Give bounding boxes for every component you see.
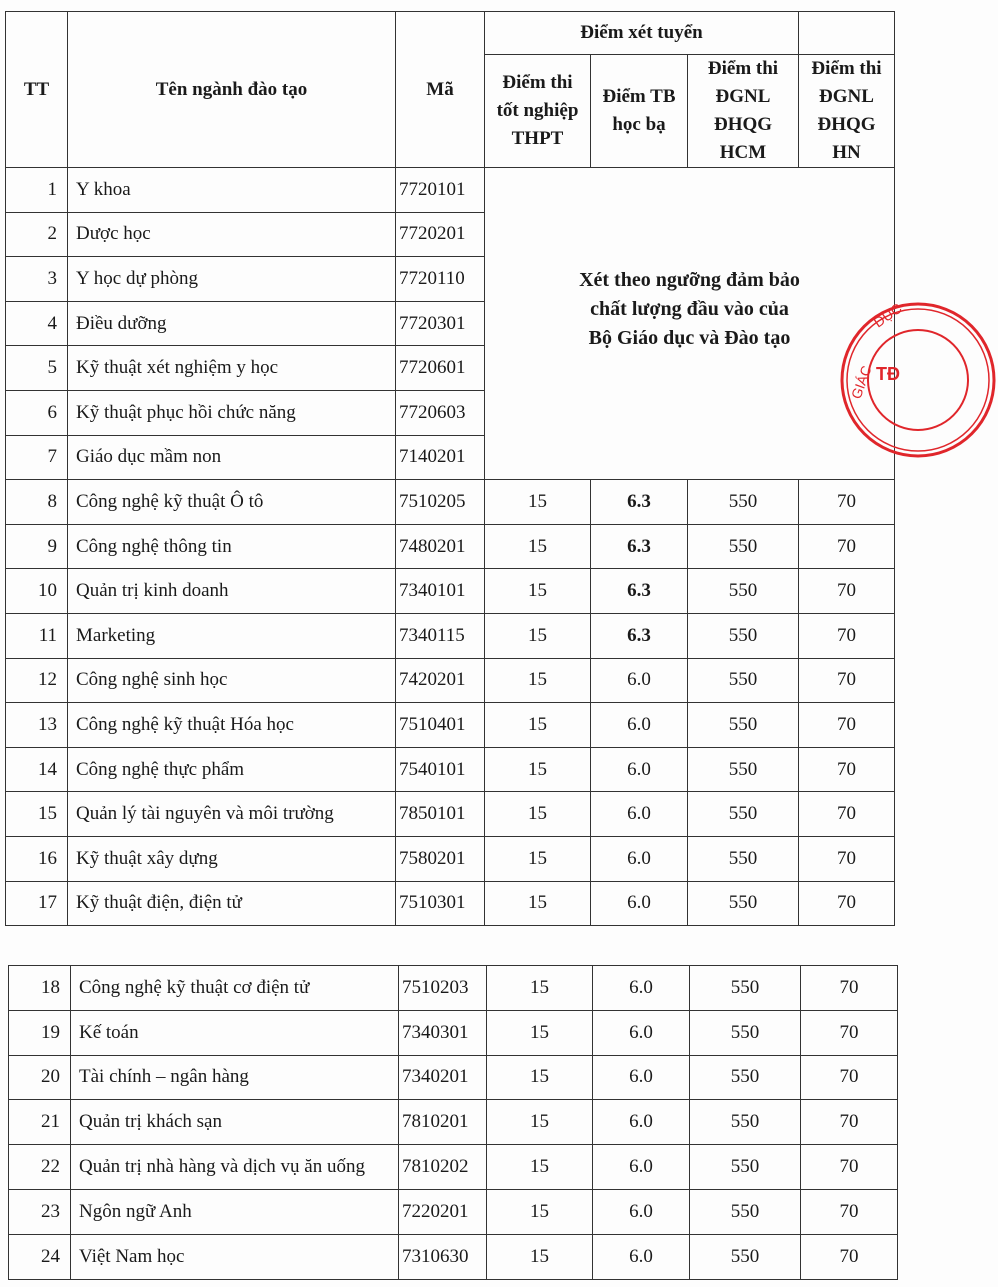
score-dgnl-hcm: 550 <box>690 1100 801 1145</box>
score-dgnl-hn: 70 <box>801 1055 898 1100</box>
program-code: 7340301 <box>399 1010 487 1055</box>
row-number: 13 <box>6 703 68 748</box>
program-code: 7420201 <box>396 658 485 703</box>
score-hocba: 6.0 <box>593 1010 690 1055</box>
score-dgnl-hn: 70 <box>799 480 895 525</box>
row-number: 24 <box>9 1234 71 1279</box>
svg-text:GIÁC: GIÁC <box>847 363 875 402</box>
table-row <box>9 1145 898 1190</box>
table-row <box>9 966 898 1011</box>
table-row <box>9 1100 898 1145</box>
score-dgnl-hn: 70 <box>799 836 895 881</box>
score-dgnl-hn: 70 <box>801 1189 898 1234</box>
program-name: Điều dưỡng <box>68 301 396 346</box>
row-number: 3 <box>6 257 68 302</box>
score-dgnl-hcm: 550 <box>688 569 799 614</box>
program-code: 7340201 <box>399 1055 487 1100</box>
score-dgnl-hn: 70 <box>799 703 895 748</box>
program-code: 7810201 <box>399 1100 487 1145</box>
program-name: Giáo dục mầm non <box>68 435 396 480</box>
header-line: Điểm thi <box>707 58 779 79</box>
score-hocba: 6.0 <box>591 703 688 748</box>
score-dgnl-hn: 70 <box>799 792 895 837</box>
program-name: Kỹ thuật xây dựng <box>68 836 396 881</box>
score-thpt: 15 <box>487 1055 593 1100</box>
score-thpt: 15 <box>485 881 591 926</box>
score-hocba: 6.0 <box>593 1055 690 1100</box>
row-number: 7 <box>6 435 68 480</box>
table-row <box>9 1010 898 1055</box>
score-hocba: 6.0 <box>593 1100 690 1145</box>
row-number: 14 <box>6 747 68 792</box>
row-number: 18 <box>9 966 71 1011</box>
score-dgnl-hn: 70 <box>799 524 895 569</box>
row-number: 8 <box>6 480 68 525</box>
program-code: 7510205 <box>396 480 485 525</box>
row-number: 12 <box>6 658 68 703</box>
program-code: 7540101 <box>396 747 485 792</box>
row-number: 9 <box>6 524 68 569</box>
header-line: học bạ <box>612 114 666 135</box>
score-thpt: 15 <box>487 1189 593 1234</box>
program-code: 7340101 <box>396 569 485 614</box>
table-row <box>9 1234 898 1279</box>
row-number: 17 <box>6 881 68 926</box>
program-code: 7720101 <box>396 168 485 213</box>
row-number: 2 <box>6 212 68 257</box>
score-thpt: 15 <box>485 658 591 703</box>
program-name: Y khoa <box>68 168 396 213</box>
table-row <box>6 881 895 926</box>
score-dgnl-hcm: 550 <box>690 1234 801 1279</box>
program-code: 7850101 <box>396 792 485 837</box>
program-name: Quản trị kinh doanh <box>68 569 396 614</box>
score-dgnl-hcm: 550 <box>688 480 799 525</box>
svg-text:TĐ: TĐ <box>876 364 900 384</box>
score-dgnl-hcm: 550 <box>688 703 799 748</box>
program-name: Marketing <box>68 613 396 658</box>
program-code: 7510301 <box>396 881 485 926</box>
score-dgnl-hn: 70 <box>801 1100 898 1145</box>
merged-note-line: Bộ Giáo dục và Đào tạo <box>588 327 791 350</box>
score-hocba: 6.0 <box>591 658 688 703</box>
score-hocba: 6.3 <box>591 480 688 525</box>
table-row <box>9 1189 898 1234</box>
program-name: Kỹ thuật phục hồi chức năng <box>68 390 396 435</box>
header-line: Điểm TB <box>602 86 676 107</box>
program-name: Quản trị nhà hàng và dịch vụ ăn uống <box>71 1145 399 1190</box>
program-code: 7140201 <box>396 435 485 480</box>
program-code: 7580201 <box>396 836 485 881</box>
header-thpt <box>485 55 591 168</box>
score-thpt: 15 <box>487 1145 593 1190</box>
table-row <box>6 524 895 569</box>
score-thpt: 15 <box>487 1010 593 1055</box>
program-name: Kế toán <box>71 1010 399 1055</box>
program-code: 7340115 <box>396 613 485 658</box>
score-dgnl-hcm: 550 <box>690 966 801 1011</box>
header-line: HN <box>832 142 861 163</box>
row-number: 21 <box>9 1100 71 1145</box>
score-dgnl-hn: 70 <box>801 1145 898 1190</box>
score-dgnl-hn: 70 <box>799 569 895 614</box>
score-dgnl-hcm: 550 <box>690 1145 801 1190</box>
program-code: 7810202 <box>399 1145 487 1190</box>
score-dgnl-hn: 70 <box>801 966 898 1011</box>
score-hocba: 6.0 <box>591 792 688 837</box>
score-hocba: 6.3 <box>591 569 688 614</box>
table-row <box>6 836 895 881</box>
row-number: 10 <box>6 569 68 614</box>
program-code: 7220201 <box>399 1189 487 1234</box>
score-thpt: 15 <box>485 569 591 614</box>
header-line: tốt nghiệp <box>496 100 579 121</box>
score-thpt: 15 <box>487 1234 593 1279</box>
header-code: Mã <box>396 12 485 168</box>
row-number: 11 <box>6 613 68 658</box>
score-thpt: 15 <box>485 747 591 792</box>
program-name: Công nghệ kỹ thuật cơ điện tử <box>71 966 399 1011</box>
header-line: ĐGNL <box>819 86 874 107</box>
score-dgnl-hcm: 550 <box>690 1189 801 1234</box>
table-row <box>6 658 895 703</box>
program-name: Tài chính – ngân hàng <box>71 1055 399 1100</box>
score-dgnl-hcm: 550 <box>688 747 799 792</box>
row-number: 20 <box>9 1055 71 1100</box>
score-hocba: 6.0 <box>591 836 688 881</box>
table-row <box>9 1055 898 1100</box>
score-hocba: 6.3 <box>591 524 688 569</box>
header-empty <box>799 12 895 55</box>
row-number: 4 <box>6 301 68 346</box>
table-row <box>6 480 895 525</box>
row-number: 19 <box>9 1010 71 1055</box>
program-name: Công nghệ kỹ thuật Hóa học <box>68 703 396 748</box>
table-row <box>6 569 895 614</box>
header-hocba <box>591 55 688 168</box>
score-hocba: 6.3 <box>591 613 688 658</box>
header-group: Điểm xét tuyển <box>485 12 799 55</box>
header-tt: TT <box>6 12 68 168</box>
row-number: 23 <box>9 1189 71 1234</box>
merged-note-line: chất lượng đầu vào của <box>590 298 789 321</box>
program-name: Công nghệ thông tin <box>68 524 396 569</box>
row-number: 1 <box>6 168 68 213</box>
score-dgnl-hn: 70 <box>799 613 895 658</box>
score-dgnl-hn: 70 <box>801 1234 898 1279</box>
program-code: 7720603 <box>396 390 485 435</box>
score-dgnl-hcm: 550 <box>688 836 799 881</box>
score-thpt: 15 <box>485 792 591 837</box>
program-name: Kỹ thuật xét nghiệm y học <box>68 346 396 391</box>
program-name: Công nghệ sinh học <box>68 658 396 703</box>
score-dgnl-hcm: 550 <box>688 881 799 926</box>
header-line: Điểm thi <box>811 58 882 79</box>
header-line: HCM <box>719 142 767 163</box>
row-number: 15 <box>6 792 68 837</box>
score-dgnl-hcm: 550 <box>688 792 799 837</box>
program-name: Y học dự phòng <box>68 257 396 302</box>
table-row <box>6 703 895 748</box>
program-code: 7720601 <box>396 346 485 391</box>
svg-text:DỤC: DỤC <box>870 299 905 331</box>
score-thpt: 15 <box>485 613 591 658</box>
header-line: Điểm thi <box>502 72 573 93</box>
score-dgnl-hcm: 550 <box>690 1010 801 1055</box>
row-number: 22 <box>9 1145 71 1190</box>
program-name: Kỹ thuật điện, điện tử <box>68 881 396 926</box>
score-dgnl-hn: 70 <box>799 747 895 792</box>
program-code: 7720110 <box>396 257 485 302</box>
score-hocba: 6.0 <box>591 881 688 926</box>
score-hocba: 6.0 <box>591 747 688 792</box>
admission-table-part-2 <box>8 965 898 1280</box>
score-thpt: 15 <box>485 480 591 525</box>
score-dgnl-hcm: 550 <box>688 613 799 658</box>
program-name: Công nghệ kỹ thuật Ô tô <box>68 480 396 525</box>
row-number: 5 <box>6 346 68 391</box>
header-line: THPT <box>511 128 564 149</box>
program-code: 7310630 <box>399 1234 487 1279</box>
table-row <box>6 792 895 837</box>
score-dgnl-hcm: 550 <box>690 1055 801 1100</box>
score-dgnl-hcm: 550 <box>688 524 799 569</box>
merged-note-line: Xét theo ngưỡng đảm bảo <box>579 269 800 292</box>
program-code: 7510203 <box>399 966 487 1011</box>
header-line: ĐHQG <box>817 114 876 135</box>
score-hocba: 6.0 <box>593 966 690 1011</box>
header-line: ĐGNL <box>715 86 771 107</box>
header-line: ĐHQG <box>713 114 773 135</box>
table-row <box>6 747 895 792</box>
row-number: 6 <box>6 390 68 435</box>
score-dgnl-hn: 70 <box>801 1010 898 1055</box>
admission-table-part-1 <box>5 11 895 926</box>
score-thpt: 15 <box>487 966 593 1011</box>
score-hocba: 6.0 <box>593 1189 690 1234</box>
program-code: 7720301 <box>396 301 485 346</box>
program-code: 7510401 <box>396 703 485 748</box>
program-name: Quản trị khách sạn <box>71 1100 399 1145</box>
program-code: 7480201 <box>396 524 485 569</box>
score-thpt: 15 <box>487 1100 593 1145</box>
program-name: Công nghệ thực phẩm <box>68 747 396 792</box>
score-dgnl-hn: 70 <box>799 881 895 926</box>
table-row <box>6 168 895 213</box>
program-name: Ngôn ngữ Anh <box>71 1189 399 1234</box>
score-dgnl-hn: 70 <box>799 658 895 703</box>
merged-threshold-note <box>485 168 895 480</box>
header-dgnl-hn <box>799 55 895 168</box>
score-thpt: 15 <box>485 836 591 881</box>
score-thpt: 15 <box>485 524 591 569</box>
score-dgnl-hcm: 550 <box>688 658 799 703</box>
program-name: Việt Nam học <box>71 1234 399 1279</box>
table-row <box>6 613 895 658</box>
header-dgnl-hcm <box>688 55 799 168</box>
row-number: 16 <box>6 836 68 881</box>
program-name: Dược học <box>68 212 396 257</box>
header-name: Tên ngành đào tạo <box>68 12 396 168</box>
program-name: Quản lý tài nguyên và môi trường <box>68 792 396 837</box>
score-thpt: 15 <box>485 703 591 748</box>
score-hocba: 6.0 <box>593 1145 690 1190</box>
program-code: 7720201 <box>396 212 485 257</box>
score-hocba: 6.0 <box>593 1234 690 1279</box>
